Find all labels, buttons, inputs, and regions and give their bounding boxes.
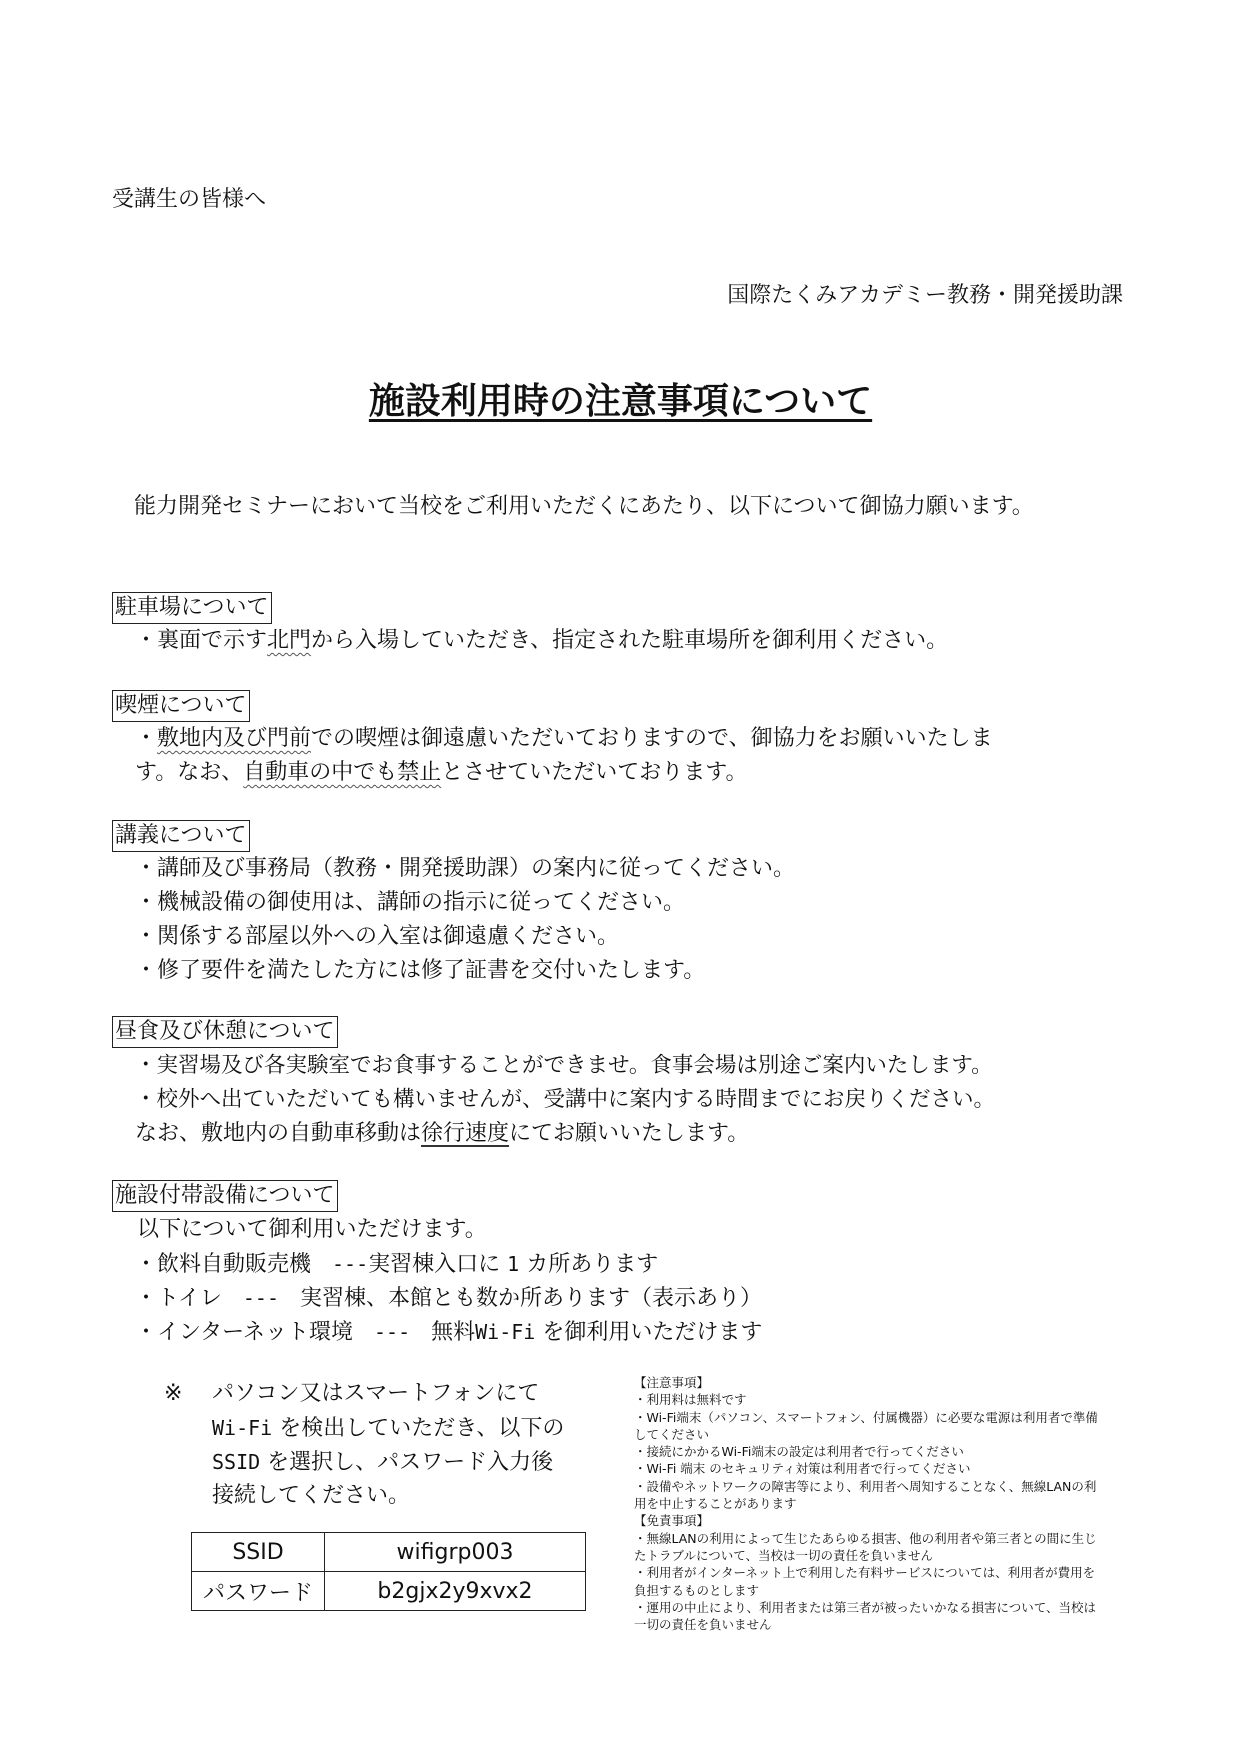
smoking-line-2	[135, 757, 748, 789]
facility-section	[112, 1180, 338, 1212]
ssid-label-cell: SSID	[192, 1533, 325, 1572]
dash-separator: ---	[242, 1286, 280, 1310]
internet-line	[135, 1316, 762, 1349]
dash-separator: ---	[332, 1252, 369, 1276]
toilet-text: 実習棟、本館とも数か所あります（表示あり）	[300, 1286, 763, 1311]
vending-count: 1	[507, 1252, 520, 1276]
no-smoking-car-text: 自動車の中でも禁止	[243, 760, 442, 785]
toilet-label: ・トイレ	[135, 1286, 222, 1311]
password-label-cell: パスワード	[192, 1572, 325, 1611]
reference-mark: ※	[164, 1381, 183, 1406]
smoking-line-1	[135, 723, 993, 755]
lecture-item: ・関係する部屋以外への入室は御遠慮ください。	[135, 924, 620, 949]
smoking-text-1c: での喫煙は御遠慮いただいておりますので、御協力をお願いいたしま	[311, 726, 993, 751]
wifi-text: Wi-Fi	[475, 1320, 536, 1344]
lunch-heading: 昼食及び休憩について	[112, 1016, 338, 1048]
parking-text-a: ・裏面で示す	[135, 628, 268, 653]
toilet-line	[135, 1282, 762, 1315]
note-item: ・運用の中止により、利用者または第三者が被ったいかなる損害について、当校は一切の責任を負いません	[634, 1599, 1097, 1633]
facility-lead: 以下について御利用いただけます。	[137, 1217, 487, 1242]
wifi-text: Wi-Fi	[212, 1416, 273, 1440]
lecture-heading: 講義について	[112, 820, 250, 852]
internet-text-end: を御利用いただけます	[542, 1320, 763, 1345]
vending-text-end: カ所あります	[526, 1252, 659, 1277]
table-row	[192, 1572, 586, 1611]
vending-label: ・飲料自動販売機	[135, 1252, 312, 1277]
lunch-text-3c: にてお願いいたします。	[509, 1121, 750, 1146]
wifi-note-text-3b: を選択し、パスワード入力後	[267, 1450, 554, 1475]
sender-line: 国際たくみアカデミー教務・開発援助課	[727, 283, 1123, 308]
internet-free-text: 無料	[431, 1320, 476, 1345]
parking-line	[135, 625, 948, 657]
lunch-line-2: ・校外へ出ていただいても構いませんが、受講中に案内する時間までにお戻りください。	[135, 1087, 996, 1112]
premises-gate-text: 敷地内及び門前	[157, 726, 312, 751]
smoking-section	[112, 690, 250, 722]
north-gate-text: 北門	[267, 628, 312, 653]
dash-separator: ---	[374, 1320, 411, 1344]
smoking-text-2c: とさせていただいております。	[441, 760, 748, 785]
ssid-value-cell: wifigrp003	[325, 1533, 586, 1572]
lecture-item: ・修了要件を満たした方には修了証書を交付いたします。	[135, 958, 706, 983]
lunch-text-3a: なお、敷地内の自動車移動は	[135, 1121, 422, 1146]
ssid-text: SSID	[212, 1450, 261, 1474]
vending-text: 実習棟入口に	[368, 1252, 501, 1277]
note-item: ・利用料は無料です	[634, 1392, 747, 1408]
lecture-item: ・講師及び事務局（教務・開発援助課）の案内に従ってください。	[135, 856, 796, 881]
wifi-credentials-table	[191, 1532, 586, 1611]
smoking-heading: 喫煙について	[112, 690, 250, 722]
table-row	[192, 1533, 586, 1572]
note-item: ・無線LANの利用によって生じたあらゆる損害、他の利用者や第三者との間に生じたトラブルについて、当校は一切の責任を負いません	[634, 1530, 1097, 1563]
note-item: ・接続にかかるWi-Fi端末の設定は利用者で行ってください	[634, 1444, 964, 1460]
wifi-note-text-2b: を検出していただき、以下の	[279, 1416, 565, 1441]
smoking-bullet: ・	[135, 726, 158, 751]
parking-section	[112, 592, 272, 624]
vending-line	[135, 1248, 658, 1281]
intro-paragraph: 能力開発セミナーにおいて当校をご利用いただくにあたり、以下について御協力願います。	[134, 494, 1034, 519]
lunch-section	[112, 1016, 338, 1048]
internet-label: ・インターネット環境	[135, 1320, 354, 1345]
slow-speed-text: 徐行速度	[421, 1121, 510, 1146]
password-value-cell: b2gjx2y9xvx2	[325, 1572, 586, 1611]
note-item: ・Wi-Fi 端末 のセキュリティ対策は利用者で行ってください	[634, 1461, 971, 1477]
facility-heading: 施設付帯設備について	[112, 1180, 338, 1212]
notes-heading-caution: 【注意事項】	[634, 1375, 710, 1390]
smoking-text-2a: す。なお、	[135, 760, 244, 785]
wifi-note-line-4: 接続してください。	[212, 1483, 411, 1508]
note-item: ・Wi-Fi端末（パソコン、スマートフォン、付属機器）に必要な電源は利用者で準備してください	[634, 1409, 1098, 1442]
notes-heading-disclaimer: 【免責事項】	[634, 1513, 710, 1529]
wifi-note-line-1: パソコン又はスマートフォンにて	[212, 1381, 540, 1406]
lecture-item: ・機械設備の御使用は、講師の指示に従ってください。	[135, 890, 686, 915]
wifi-note-line-3	[212, 1446, 553, 1479]
note-item: ・利用者がインターネット上で利用した有料サービスについては、利用者が費用を負担するものとします	[634, 1565, 1096, 1598]
lunch-line-1: ・実習場及び各実験室でお食事することができませ。食事会場は別途ご案内いたします。	[135, 1053, 993, 1078]
notes-panel	[634, 1374, 1104, 1633]
note-item: ・設備やネットワークの障害等により、利用者へ周知することなく、無線LANの利用を中止することがあります	[634, 1478, 1097, 1512]
recipient-line: 受講生の皆様へ	[112, 187, 267, 212]
wifi-note-line-2	[212, 1412, 564, 1445]
page-title: 施設利用時の注意事項について	[368, 381, 873, 422]
lecture-section	[112, 820, 250, 852]
parking-heading: 駐車場について	[112, 592, 272, 624]
parking-text-c: から入場していただき、指定された駐車場所を御利用ください。	[311, 628, 949, 653]
lunch-line-3	[135, 1118, 749, 1150]
